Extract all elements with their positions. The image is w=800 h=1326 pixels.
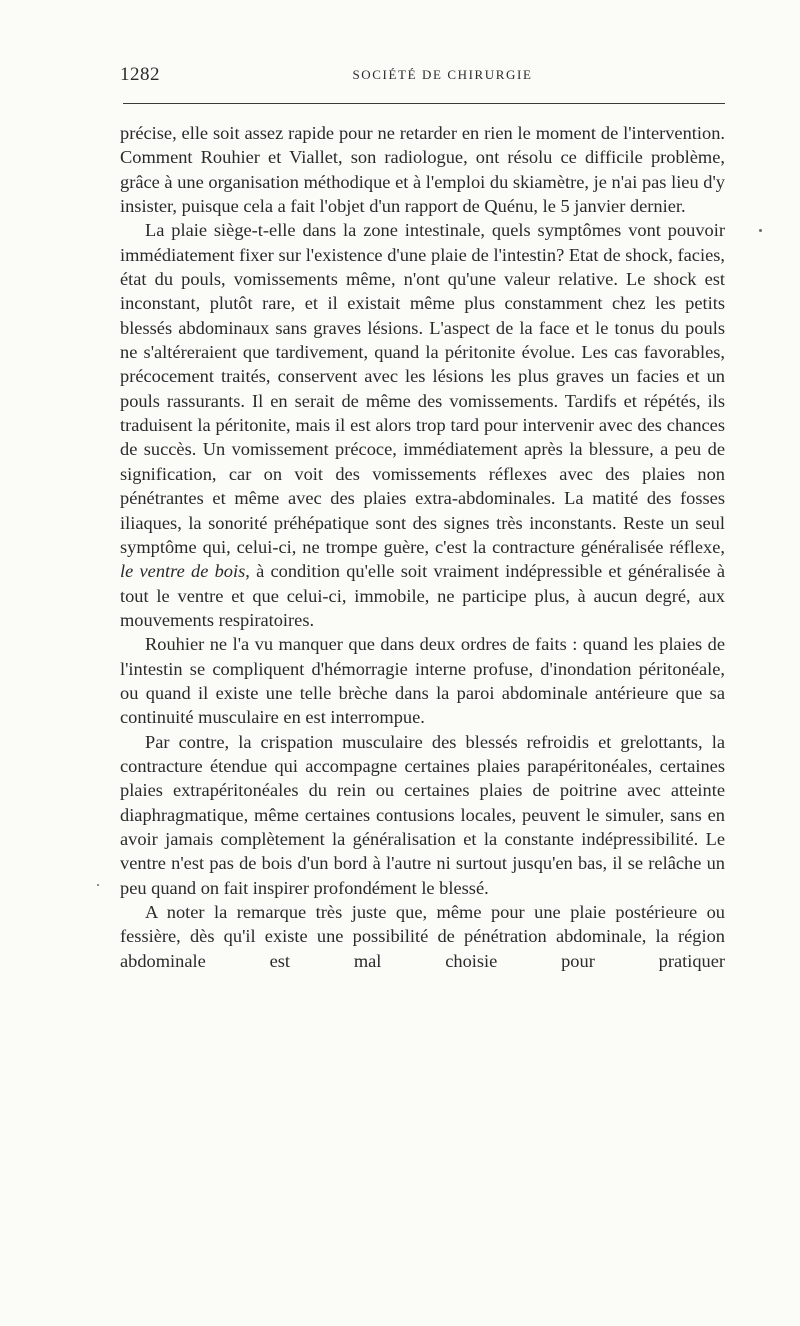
paragraph-remark: A noter la remarque très juste que, même pour une plaie postérieure ou fessière, dès qu'il existe une possibilité de pénétration abdominale, la région abdominale est mal choisie pour pratiquer: [120, 902, 725, 971]
print-speck: [759, 229, 762, 232]
running-title: SOCIÉTÉ DE CHIRURGIE: [352, 67, 533, 82]
body-text: [120, 121, 725, 973]
page-number: 1282: [120, 64, 160, 85]
paragraph-symptoms: [120, 218, 725, 632]
paragraph-symptoms-text-end: , à condition qu'elle soit vraiment indépressible et généralisée à tout le ventre et que celui-ci, immobile, ne participe plus, à aucun degré, aux mouvements respiratoires.: [120, 561, 725, 630]
paragraph-simulations: Par contre, la crispation musculaire des blessés refroidis et grelottants, la contracture étendue qui accompagne certaines plaies parapéritonéales, certaines plaies extrapéritonéales du rein ou certaines plaies de poitrine avec atteinte diaphragmatique, même certaines contusions locales, peuvent le simuler, sans en avoir jamais complètement la généralisation et la constante indépressibilité. Le ventre n'est pas de bois d'un bord à l'autre ni surtout jusqu'en bas, il se relâche un peu quand on fait inspirer profondément le blessé.: [120, 731, 725, 898]
running-header: [120, 64, 725, 86]
paragraph-symptoms-text: La plaie siège-t-elle dans la zone intestinale, quels symptômes vont pouvoir immédiatement fixer sur l'existence d'une plaie de l'intestin? Etat de shock, facies, état du pouls, vomissements même, n'ont qu'une valeur relative. Le shock est inconstant, plutôt rare, et il existait même plus constamment chez les petits blessés abdominaux sans graves lésions. L'aspect de la face et le tonus du pouls ne s'altéreraient que tardivement, quand la péritonite évolue. Les cas favorables, précocement traités, conservent avec les lésions les plus graves un facies et un pouls rassurants. Il en serait de même des vomissements. Tardifs et répétés, ils traduisent la péritonite, mais il est alors trop tard pour intervenir avec des chances de succès. Un vomissement précoce, immédiatement après la blessure, a peu de signification, car on voit des vomissements réflexes avec des plaies non pénétrantes et même avec des plaies extra-abdominales. La matité des fosses iliaques, la sonorité préhépatique sont des signes très inconstants. Reste un seul symptôme qui, celui-ci, ne trompe guère, c'est la contracture généralisée réflexe,: [120, 220, 725, 557]
italic-term-ventre-de-bois: le ventre de bois: [120, 561, 246, 582]
header-rule: [123, 103, 725, 104]
paragraph-continuation: précise, elle soit assez rapide pour ne retarder en rien le moment de l'intervention. Comment Rouhier et Viallet, son radiologue, ont résolu ce difficile problème, grâce à une organisation méthodique et à l'emploi du skiamètre, je n'ai pas lieu d'y insister, puisque cela a fait l'objet d'un rapport de Quénu, le 5 janvier dernier.: [120, 123, 725, 217]
paragraph-exceptions: Rouhier ne l'a vu manquer que dans deux ordres de faits : quand les plaies de l'intestin se compliquent d'hémorragie interne profuse, d'inondation péritonéale, ou quand il existe une telle brèche dans la paroi abdominale antérieure que sa continuité musculaire en est interrompue.: [120, 634, 725, 728]
print-speck: [97, 884, 99, 886]
